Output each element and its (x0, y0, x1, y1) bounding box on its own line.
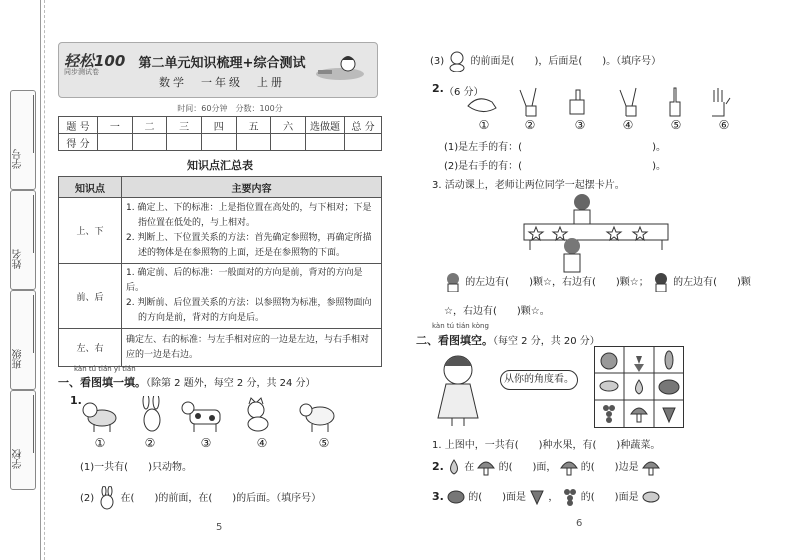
s2-q3-text-b: 的( )面是 (468, 492, 527, 503)
cow-icon (182, 402, 220, 432)
pear-icon (447, 458, 461, 476)
dog-icon (83, 403, 116, 432)
score-table (58, 116, 382, 151)
q3-line-2: ☆，右边有( )颗☆。 (444, 306, 550, 317)
pointing-finger-icon (670, 88, 680, 116)
knowledge-topic: 前、后 (59, 264, 122, 329)
q2-score: （6 分） (444, 87, 484, 98)
score-cell[interactable] (236, 134, 271, 151)
binding-label-school: 学校 (13, 449, 24, 469)
q3-text-a: 的左边有( )颗☆，右边有( )颗☆； (465, 277, 649, 288)
content-line: 的方向是前，背对的方向是后。 (138, 313, 265, 323)
section1-note: （除第 2 题外，每空 2 分，共 24 分） (146, 378, 316, 389)
content-line: 2. 判断前、后位置关系的方法：以参照物为标准，参照物面向 (126, 298, 372, 308)
content-line: 指位置在低处的，与上相对。 (138, 217, 256, 228)
q2-1-text: (1)是左手的有：( )。 (444, 142, 666, 153)
score-cell[interactable] (306, 134, 345, 151)
grapes-icon (562, 488, 578, 506)
s2-q2-text-c: 的( )面， (498, 462, 557, 473)
content-line: 确定左、右的标准：与左手相对应的一边是左边，与右手相对 (126, 334, 370, 345)
q1-3-line (430, 50, 661, 72)
hand-label: ④ (622, 118, 634, 132)
score-value-row (59, 134, 382, 151)
girl-illustration (428, 352, 494, 428)
animal-label: ③ (200, 436, 212, 450)
binding-underline (33, 395, 34, 453)
mushroom-icon (560, 458, 578, 476)
brand-logo: 轻松100 (64, 52, 126, 70)
score-row-label: 得 分 (59, 134, 98, 151)
page-number-right: 6 (576, 518, 583, 529)
hand-flat-icon (468, 99, 496, 112)
hand-v-sign-icon (620, 88, 636, 116)
sheep-icon (300, 404, 334, 432)
worksheet-subtitle: 数学 一年级 上册 (159, 76, 285, 89)
score-header-cell: 选做题 (306, 117, 345, 134)
hands-row (466, 86, 746, 118)
thumbs-up-icon (570, 90, 584, 114)
score-cell[interactable] (345, 134, 382, 151)
s2-q1-text: 1. 上图中，一共有( )种水果，有( )种蔬菜。 (432, 440, 661, 451)
knowledge-content (122, 264, 382, 329)
content-line: 应的一边是右边。 (126, 349, 199, 360)
open-hand-icon (712, 88, 730, 116)
knowledge-topic: 左、右 (59, 329, 122, 367)
binding-underline (33, 95, 34, 153)
q1-3-text: 的前面是( )，后面是( )。（填序号） (470, 56, 662, 67)
knowledge-row (59, 198, 382, 264)
s2-q2-number: 2. (432, 460, 444, 473)
binding-label-class: 班级 (13, 349, 24, 369)
score-header-cell: 五 (236, 117, 271, 134)
binding-field-class[interactable] (10, 290, 36, 390)
binding-field-school[interactable] (10, 390, 36, 490)
s2-q3-text-d: 的( )面是 (580, 492, 639, 503)
score-cell[interactable] (201, 134, 236, 151)
binding-underline (33, 295, 34, 353)
binding-field-student-id[interactable] (10, 90, 36, 190)
animal-label: ① (94, 436, 106, 450)
girl-avatar-icon (444, 272, 462, 292)
knowledge-header-row (59, 177, 382, 198)
binding-label-name: 姓名 (13, 249, 24, 269)
hand-label: ⑤ (670, 118, 682, 132)
s2-q2-text-b: 在 (464, 462, 475, 473)
fruit-vegetable-grid (594, 346, 684, 428)
peanut-icon (600, 381, 618, 391)
q3-text: 3. 活动课上，老师让两位同学一起摆卡片。 (432, 180, 625, 191)
binding-cut-line (40, 0, 41, 560)
q1-number: 1. (70, 394, 82, 407)
score-header-cell: 二 (132, 117, 167, 134)
animal-label: ④ (256, 436, 268, 450)
section2-pinyin: kàn tú tián kòng (432, 322, 489, 330)
q1-2-line (80, 486, 321, 510)
s2-q3-text-c: ， (548, 492, 559, 503)
content-line: 1. 确定上、下的标准：上是指位置在高处的，与下相对；下是 (126, 202, 372, 213)
worksheet-title: 第二单元知识梳理+综合测试 (138, 56, 306, 71)
section2-note: （每空 2 分，共 20 分） (493, 336, 600, 347)
hand-label: ③ (574, 118, 586, 132)
s2-q2-text-d: 的( )边是 (580, 462, 639, 473)
hand-label: ② (524, 118, 536, 132)
speech-bubble: 从你的角度看。 (500, 370, 578, 390)
q3-line-1 (444, 272, 751, 292)
hand-label: ⑥ (718, 118, 730, 132)
cat-icon (248, 398, 268, 431)
boy-avatar-icon (652, 272, 670, 292)
pumpkin-icon (659, 380, 679, 394)
score-header-cell: 总 分 (345, 117, 382, 134)
score-cell[interactable] (132, 134, 167, 151)
knowledge-col-topic: 知识点 (59, 177, 122, 198)
rabbit-icon (143, 396, 160, 431)
q1-2-text: 在( )的前面，在( )的后面。（填序号） (120, 493, 322, 504)
knowledge-table-title: 知识点汇总表 (187, 159, 253, 172)
section1-pinyin: kàn tú tián yi tián (74, 365, 136, 373)
content-line: 2. 判断上、下位置关系的方法：首先确定参照物，再确定所描 (126, 232, 372, 243)
q3-text-b: 的左边有( )颗 (673, 277, 751, 288)
knowledge-topic: 上、下 (59, 198, 122, 264)
content-line: 1. 确定前、后的标准：一般面对的方向是前，背对的方向是后。 (126, 268, 363, 293)
hand-label: ① (478, 118, 490, 132)
score-cell[interactable] (271, 134, 306, 151)
content-line: 述的物体是在参照物的上面，还是在参照物的下面。 (138, 247, 346, 258)
q1-3-prefix: (3) (430, 56, 445, 67)
knowledge-row (59, 264, 382, 329)
brand-logo-sub: 同步测试卷 (64, 68, 99, 76)
binding-label-student-id: 学号 (13, 149, 24, 169)
s2-q2-line (432, 458, 660, 476)
s2-q3-number: 3. (432, 490, 444, 503)
peanut-icon (642, 490, 660, 504)
knowledge-table (58, 176, 382, 367)
rabbit-icon (97, 486, 117, 510)
score-cell[interactable] (98, 134, 133, 151)
q2-2-text: (2)是右手的有：( )。 (444, 161, 666, 172)
section2-title: 二、看图填空。 (416, 334, 493, 347)
score-header-cell: 三 (167, 117, 202, 134)
card-table-illustration (522, 190, 670, 280)
mushroom-icon (642, 458, 660, 476)
s2-q3-line (432, 488, 660, 506)
strawberry-icon (529, 489, 545, 505)
pumpkin-icon (447, 489, 465, 505)
score-header-cell: 六 (271, 117, 306, 134)
apple-icon (601, 353, 617, 369)
mushroom-icon (477, 458, 495, 476)
score-header-row (59, 117, 382, 134)
time-score-info: 时间：60分钟 分数：100分 (177, 104, 283, 113)
knowledge-content (122, 329, 382, 367)
q1-2-prefix: (2) (80, 493, 95, 504)
knowledge-col-content: 主要内容 (122, 177, 382, 198)
knowledge-content (122, 198, 382, 264)
section1-heading (58, 374, 316, 390)
cat-icon (447, 50, 467, 72)
page-number-left: 5 (216, 522, 223, 533)
score-header-cell: 题 号 (59, 117, 98, 134)
section2-heading (416, 332, 600, 348)
section1-title: 一、看图填一填。 (58, 376, 146, 389)
q1-1-text: (1)一共有( )只动物。 (80, 462, 192, 473)
hand-v-sign-icon (520, 88, 536, 116)
animal-label: ② (144, 436, 156, 450)
boy-on-plane-illustration (312, 48, 368, 88)
corn-icon (665, 351, 673, 369)
knowledge-row (59, 329, 382, 367)
q2-number: 2. (432, 82, 444, 95)
binding-field-name[interactable] (10, 190, 36, 290)
binding-underline (33, 195, 34, 253)
score-cell[interactable] (167, 134, 202, 151)
animal-row (80, 396, 350, 434)
animal-label: ⑤ (318, 436, 330, 450)
score-header-cell: 四 (201, 117, 236, 134)
score-header-cell: 一 (98, 117, 133, 134)
